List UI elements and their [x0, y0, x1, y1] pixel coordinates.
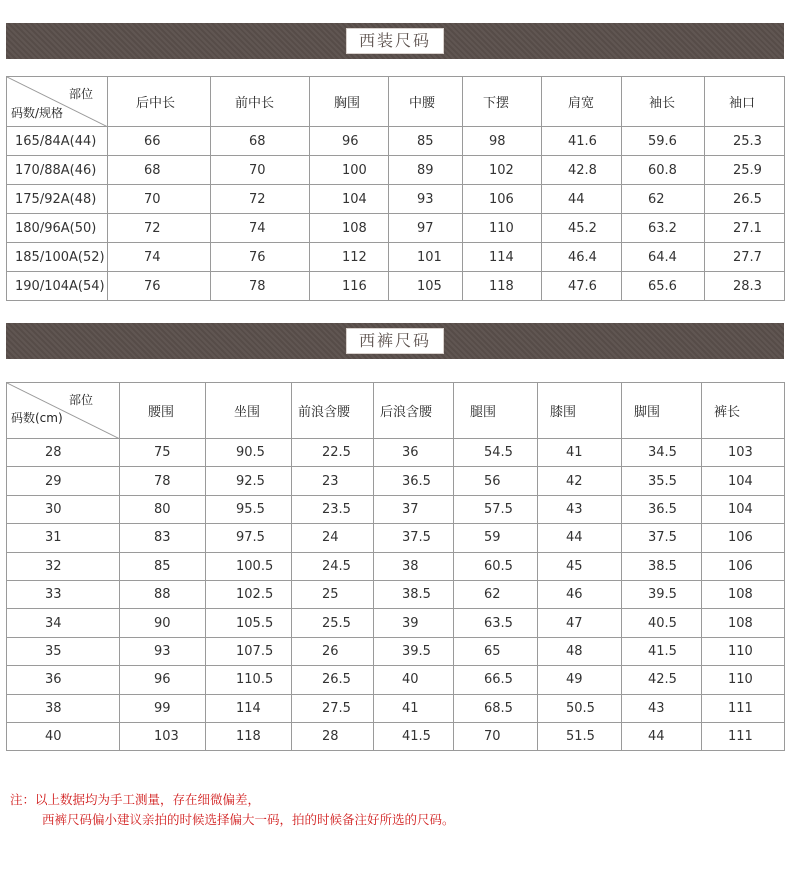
- table-row: [7, 524, 785, 552]
- pants-size-banner: [6, 323, 784, 359]
- measurement-cell: 96: [310, 127, 389, 156]
- measurement-cell: 66: [108, 127, 211, 156]
- measurement-cell: 39: [374, 609, 454, 637]
- measurement-cell: 60.8: [622, 156, 705, 185]
- table-row: [7, 439, 785, 467]
- measurement-cell: 116: [310, 272, 389, 301]
- measurement-cell: 25: [292, 580, 374, 608]
- measurement-cell: 48: [538, 637, 622, 665]
- corner-label-size: 码数/规格: [11, 106, 64, 120]
- corner-label-part: 部位: [68, 393, 93, 407]
- column-header: 后浪含腰: [374, 383, 454, 439]
- suit-size-title: 西装尺码: [346, 28, 444, 54]
- measurement-cell: 97: [389, 214, 463, 243]
- measurement-cell: 96: [120, 666, 206, 694]
- measurement-cell: 36.5: [622, 495, 702, 523]
- measurement-cell: 68.5: [454, 694, 538, 722]
- size-label-cell: 40: [7, 722, 120, 750]
- measurement-cell: 25.5: [292, 609, 374, 637]
- measurement-cell: 24: [292, 524, 374, 552]
- column-header: 膝围: [538, 383, 622, 439]
- size-label-cell: 32: [7, 552, 120, 580]
- table-row: [7, 272, 785, 301]
- measurement-cell: 93: [389, 185, 463, 214]
- measurement-cell: 27.7: [705, 243, 785, 272]
- measurement-cell: 93: [120, 637, 206, 665]
- measurement-cell: 38: [374, 552, 454, 580]
- measurement-cell: 114: [463, 243, 542, 272]
- table-row: [7, 637, 785, 665]
- measurement-cell: 63.5: [454, 609, 538, 637]
- measurement-cell: 95.5: [206, 495, 292, 523]
- measurement-cell: 46: [538, 580, 622, 608]
- measurement-cell: 59: [454, 524, 538, 552]
- table-row: [7, 722, 785, 750]
- measurement-cell: 23: [292, 467, 374, 495]
- column-header: 腰围: [120, 383, 206, 439]
- measurement-cell: 78: [211, 272, 310, 301]
- measurement-cell: 54.5: [454, 439, 538, 467]
- table-row: [7, 156, 785, 185]
- size-label-cell: 170/88A(46): [7, 156, 108, 185]
- measurement-cell: 105: [389, 272, 463, 301]
- measurement-cell: 65.6: [622, 272, 705, 301]
- measurement-cell: 23.5: [292, 495, 374, 523]
- suit-size-table: [6, 76, 785, 301]
- measurement-cell: 38.5: [374, 580, 454, 608]
- table-row: [7, 467, 785, 495]
- measurement-cell: 108: [702, 580, 785, 608]
- measurement-cell: 103: [120, 722, 206, 750]
- table-row: [7, 666, 785, 694]
- measurement-cell: 47: [538, 609, 622, 637]
- measurement-cell: 111: [702, 722, 785, 750]
- size-label-cell: 185/100A(52): [7, 243, 108, 272]
- column-header: 脚围: [622, 383, 702, 439]
- measurement-cell: 70: [211, 156, 310, 185]
- measurement-cell: 28.3: [705, 272, 785, 301]
- measurement-cell: 47.6: [542, 272, 622, 301]
- table-row: [7, 127, 785, 156]
- measurement-cell: 36.5: [374, 467, 454, 495]
- measurement-cell: 45: [538, 552, 622, 580]
- size-label-cell: 38: [7, 694, 120, 722]
- size-label-cell: 31: [7, 524, 120, 552]
- measurement-cell: 76: [211, 243, 310, 272]
- measurement-cell: 37: [374, 495, 454, 523]
- measurement-cell: 41.6: [542, 127, 622, 156]
- column-header: 胸围: [310, 77, 389, 127]
- measurement-cell: 37.5: [622, 524, 702, 552]
- measurement-cell: 85: [389, 127, 463, 156]
- measurement-cell: 114: [206, 694, 292, 722]
- size-label-cell: 33: [7, 580, 120, 608]
- measurement-cell: 42: [538, 467, 622, 495]
- column-header: 腿围: [454, 383, 538, 439]
- measurement-cell: 44: [622, 722, 702, 750]
- column-header: 袖口: [705, 77, 785, 127]
- measurement-cell: 51.5: [538, 722, 622, 750]
- column-header: 中腰: [389, 77, 463, 127]
- size-label-cell: 180/96A(50): [7, 214, 108, 243]
- measurement-cell: 35.5: [622, 467, 702, 495]
- measurement-cell: 80: [120, 495, 206, 523]
- column-header: 前中长: [211, 77, 310, 127]
- size-label-cell: 175/92A(48): [7, 185, 108, 214]
- size-label-cell: 28: [7, 439, 120, 467]
- measurement-cell: 65: [454, 637, 538, 665]
- measurement-cell: 25.3: [705, 127, 785, 156]
- measurement-cell: 26: [292, 637, 374, 665]
- measurement-cell: 111: [702, 694, 785, 722]
- measurement-cell: 60.5: [454, 552, 538, 580]
- table-header-row: [7, 77, 785, 127]
- measurement-cell: 56: [454, 467, 538, 495]
- size-label-cell: 30: [7, 495, 120, 523]
- measurement-cell: 68: [211, 127, 310, 156]
- measurement-cell: 72: [211, 185, 310, 214]
- measurement-cell: 100.5: [206, 552, 292, 580]
- measurement-cell: 43: [622, 694, 702, 722]
- note-line-2: 西裤尺码偏小建议亲拍的时候选择偏大一码，拍的时候备注好所选的尺码。: [42, 812, 455, 827]
- measurement-cell: 92.5: [206, 467, 292, 495]
- size-label-cell: 36: [7, 666, 120, 694]
- corner-label-part: 部位: [68, 87, 93, 101]
- measurement-cell: 75: [120, 439, 206, 467]
- measurement-cell: 74: [211, 214, 310, 243]
- measurement-cell: 78: [120, 467, 206, 495]
- measurement-cell: 70: [108, 185, 211, 214]
- table-row: [7, 580, 785, 608]
- table-row: [7, 609, 785, 637]
- measurement-cell: 103: [702, 439, 785, 467]
- measurement-cell: 98: [463, 127, 542, 156]
- measurement-cell: 108: [702, 609, 785, 637]
- measurement-cell: 85: [120, 552, 206, 580]
- measurement-cell: 41.5: [622, 637, 702, 665]
- measurement-cell: 62: [454, 580, 538, 608]
- measurement-cell: 42.5: [622, 666, 702, 694]
- measurement-cell: 102.5: [206, 580, 292, 608]
- measurement-cell: 74: [108, 243, 211, 272]
- measurement-cell: 110: [702, 666, 785, 694]
- measurement-cell: 40: [374, 666, 454, 694]
- measurement-cell: 49: [538, 666, 622, 694]
- measurement-cell: 22.5: [292, 439, 374, 467]
- measurement-cell: 37.5: [374, 524, 454, 552]
- measurement-cell: 100: [310, 156, 389, 185]
- measurement-cell: 97.5: [206, 524, 292, 552]
- measurement-cell: 50.5: [538, 694, 622, 722]
- measurement-cell: 76: [108, 272, 211, 301]
- header-corner-cell: [7, 77, 108, 127]
- measurement-cell: 26.5: [292, 666, 374, 694]
- column-header: 裤长: [702, 383, 785, 439]
- measurement-cell: 28: [292, 722, 374, 750]
- pants-size-table: [6, 382, 785, 751]
- measurement-cell: 42.8: [542, 156, 622, 185]
- measurement-cell: 112: [310, 243, 389, 272]
- measurement-cell: 106: [463, 185, 542, 214]
- measurement-cell: 27.1: [705, 214, 785, 243]
- pants-size-title: 西裤尺码: [346, 328, 444, 354]
- measurement-cell: 70: [454, 722, 538, 750]
- measurement-cell: 39.5: [374, 637, 454, 665]
- note-line-1: 注：以上数据均为手工测量，存在细微偏差，: [10, 792, 261, 807]
- measurement-cell: 26.5: [705, 185, 785, 214]
- measurement-cell: 63.2: [622, 214, 705, 243]
- measurement-cell: 25.9: [705, 156, 785, 185]
- measurement-cell: 57.5: [454, 495, 538, 523]
- measurement-cell: 108: [310, 214, 389, 243]
- table-row: [7, 495, 785, 523]
- measurement-cell: 46.4: [542, 243, 622, 272]
- measurement-cell: 110: [702, 637, 785, 665]
- measurement-cell: 110.5: [206, 666, 292, 694]
- measurement-cell: 90.5: [206, 439, 292, 467]
- measurement-cell: 104: [702, 467, 785, 495]
- measurement-cell: 90: [120, 609, 206, 637]
- measurement-cell: 106: [702, 524, 785, 552]
- size-label-cell: 34: [7, 609, 120, 637]
- column-header: 袖长: [622, 77, 705, 127]
- measurement-cell: 106: [702, 552, 785, 580]
- corner-label-size: 码数(cm): [11, 411, 63, 425]
- column-header: 前浪含腰: [292, 383, 374, 439]
- size-label-cell: 35: [7, 637, 120, 665]
- table-header-row: [7, 383, 785, 439]
- measurement-cell: 44: [542, 185, 622, 214]
- measurement-cell: 118: [463, 272, 542, 301]
- measurement-cell: 66.5: [454, 666, 538, 694]
- measurement-cell: 40.5: [622, 609, 702, 637]
- measurement-cell: 64.4: [622, 243, 705, 272]
- measurement-cell: 104: [702, 495, 785, 523]
- measurement-cell: 105.5: [206, 609, 292, 637]
- measurement-cell: 110: [463, 214, 542, 243]
- measurement-cell: 27.5: [292, 694, 374, 722]
- table-row: [7, 552, 785, 580]
- measurement-cell: 45.2: [542, 214, 622, 243]
- measurement-cell: 62: [622, 185, 705, 214]
- suit-size-banner: [6, 23, 784, 59]
- measurement-cell: 59.6: [622, 127, 705, 156]
- measurement-cell: 39.5: [622, 580, 702, 608]
- measurement-cell: 104: [310, 185, 389, 214]
- measurement-cell: 101: [389, 243, 463, 272]
- measurement-cell: 41.5: [374, 722, 454, 750]
- column-header: 后中长: [108, 77, 211, 127]
- column-header: 坐围: [206, 383, 292, 439]
- table-row: [7, 214, 785, 243]
- measurement-cell: 99: [120, 694, 206, 722]
- size-label-cell: 190/104A(54): [7, 272, 108, 301]
- table-row: [7, 243, 785, 272]
- measurement-cell: 107.5: [206, 637, 292, 665]
- size-label-cell: 165/84A(44): [7, 127, 108, 156]
- measurement-cell: 44: [538, 524, 622, 552]
- column-header: 肩宽: [542, 77, 622, 127]
- measurement-cell: 43: [538, 495, 622, 523]
- measurement-cell: 41: [374, 694, 454, 722]
- table-row: [7, 694, 785, 722]
- measurement-cell: 89: [389, 156, 463, 185]
- column-header: 下摆: [463, 77, 542, 127]
- measurement-cell: 118: [206, 722, 292, 750]
- measurement-cell: 83: [120, 524, 206, 552]
- size-label-cell: 29: [7, 467, 120, 495]
- measurement-cell: 68: [108, 156, 211, 185]
- measurement-cell: 72: [108, 214, 211, 243]
- measurement-cell: 38.5: [622, 552, 702, 580]
- measurement-cell: 36: [374, 439, 454, 467]
- header-corner-cell: [7, 383, 120, 439]
- measurement-cell: 24.5: [292, 552, 374, 580]
- measurement-cell: 34.5: [622, 439, 702, 467]
- table-row: [7, 185, 785, 214]
- measurement-cell: 41: [538, 439, 622, 467]
- measurement-cell: 88: [120, 580, 206, 608]
- measurement-cell: 102: [463, 156, 542, 185]
